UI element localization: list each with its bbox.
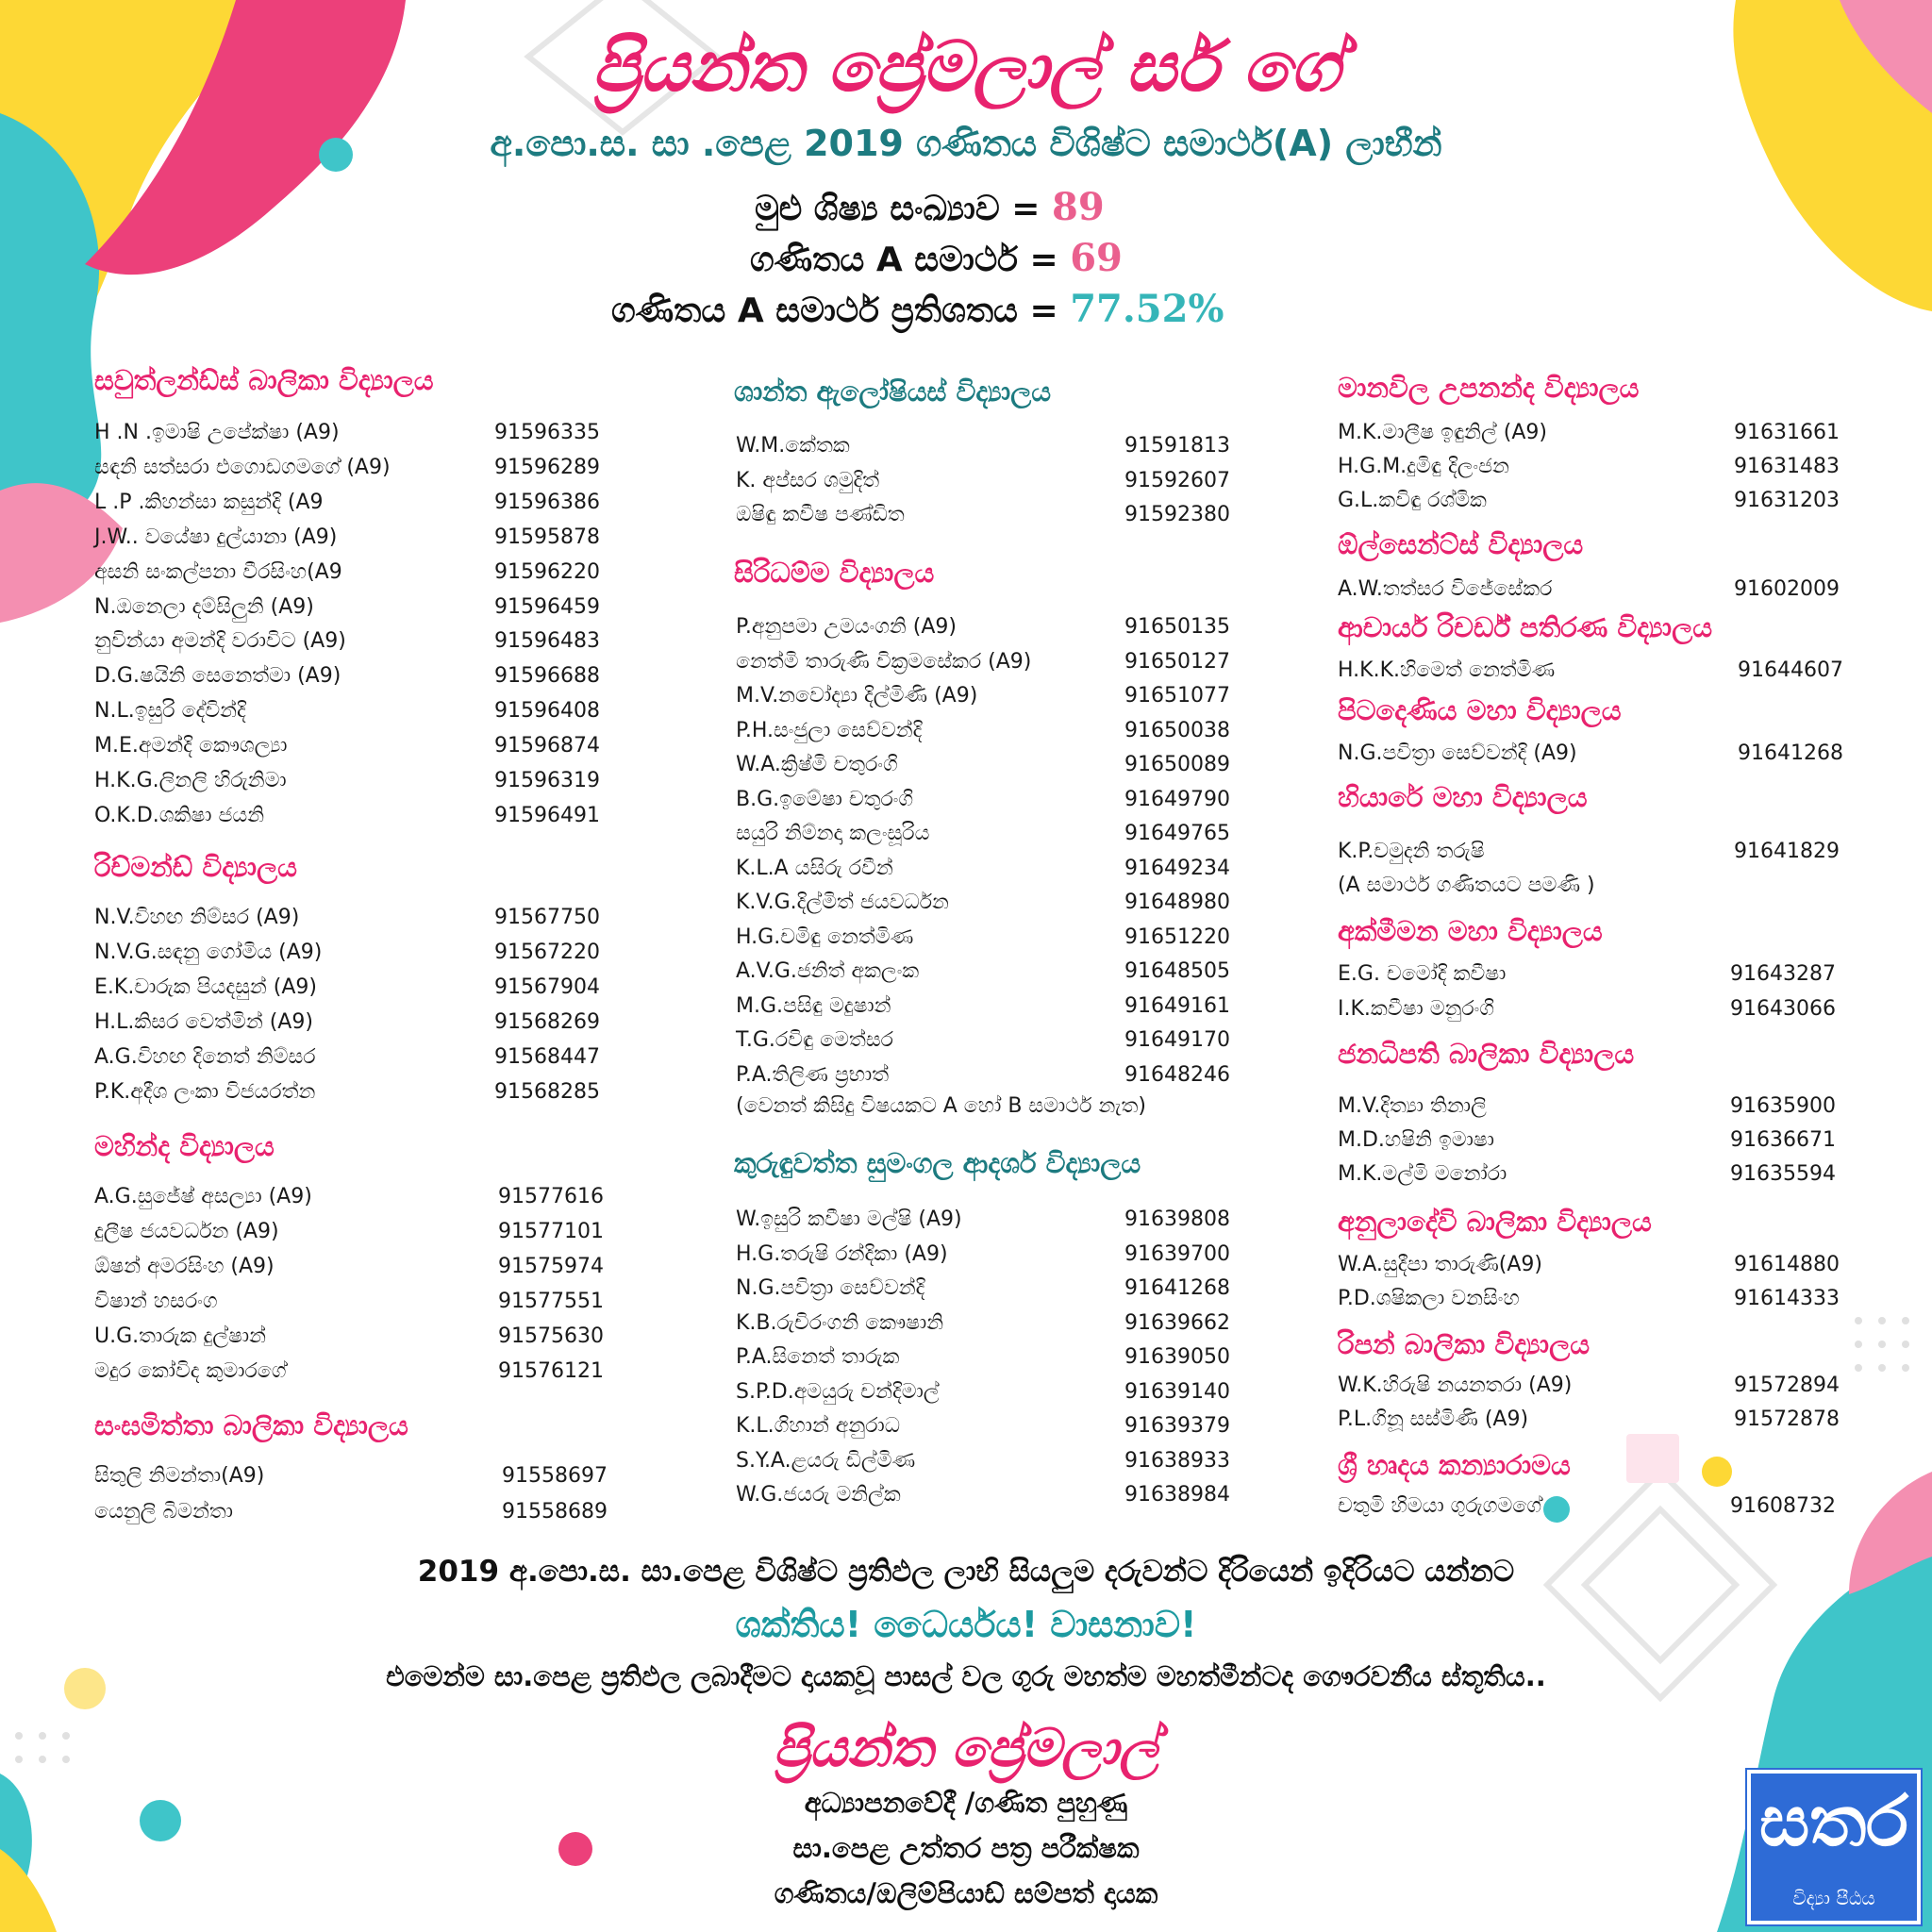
student-name: P.D.ශෂිකලා වනසිංහ <box>1338 1287 1520 1310</box>
note: (A සමාර්ථ ගණිතයට පමණි ) <box>1338 874 1595 897</box>
student-row <box>736 993 1230 1018</box>
student-row <box>94 421 600 444</box>
school-heading: ජනධිපති බාලිකා විද්‍යාලය <box>1338 1038 1635 1070</box>
student-name: H.G.චමිඳු නෙත්මිණ <box>736 924 914 949</box>
student-name: P.H.සංජුලා සෙව්වන්දි <box>736 718 923 742</box>
stat-label: ගණිතය A සමාර්ථ ප්‍රතිශතය <box>611 291 1018 330</box>
student-row <box>1338 577 1840 601</box>
index-number: 91567904 <box>494 975 600 999</box>
wishes-line: ශක්තිය! ධෛර්යය! වාසනාව! <box>735 1604 1197 1645</box>
index-number: 91596459 <box>494 594 600 619</box>
student-name: විෂාන් හසරංග <box>94 1290 218 1313</box>
student-name: E.K.චාරුක පියදසුන් (A9) <box>94 975 317 999</box>
student-row <box>736 1208 1230 1231</box>
student-row <box>1338 997 1836 1021</box>
stat-sep: = <box>1011 190 1041 228</box>
student-row <box>1338 1253 1840 1276</box>
student-name: K. අප්සර ශමුදිත් <box>736 468 880 492</box>
index-number: 91596408 <box>494 699 600 724</box>
student-name: W.A.ක්‍රිෂ්මි චතුරංගි <box>736 753 898 776</box>
student-row <box>736 503 1230 526</box>
student-name: M.V.දිත්‍යා තිනාලි <box>1338 1094 1487 1118</box>
index-number: 91649170 <box>1124 1028 1230 1052</box>
student-name: W.M.කේතක <box>736 434 850 458</box>
index-number: 91567220 <box>494 941 600 964</box>
index-number: 91572878 <box>1734 1407 1840 1431</box>
student-row <box>736 891 1230 914</box>
index-number: 91595878 <box>494 525 600 549</box>
student-name: S.Y.A.ළයරු ඩිල්මිණ <box>736 1448 916 1473</box>
stat-sep: = <box>1029 291 1058 330</box>
decorative-square <box>1626 1434 1679 1483</box>
index-number: 91651220 <box>1124 924 1230 949</box>
student-name: H.G.තරුෂි රන්දිකා (A9) <box>736 1241 948 1266</box>
student-name: P.අනුපමා උමයංගනි (A9) <box>736 615 958 639</box>
student-name: N.L.ඉසුරි දේවින්දි <box>94 699 246 724</box>
index-number: 91568269 <box>494 1010 600 1034</box>
school-heading: මානවිල උපනන්ද විද්‍යාලය <box>1338 372 1640 404</box>
student-name: P.A.සිනෙත් තාරුක <box>736 1345 900 1369</box>
index-number: 91608732 <box>1730 1494 1836 1518</box>
student-row <box>736 434 1230 458</box>
student-row <box>1338 1162 1836 1186</box>
school-heading: කුරුඳුවත්ත සුමංගල ආදර්ශ විද්‍යාලය <box>734 1147 1141 1179</box>
student-row <box>94 1290 604 1313</box>
index-number: 91639808 <box>1124 1208 1230 1231</box>
congrats-line: 2019 අ.පො.ස. සා.පෙළ විශිෂ්ට ප්‍රතිඵල ලාභි සියලුම දරුවන්ට දිරියෙන් ඉදිරියට යන්නට <box>417 1555 1515 1589</box>
student-name: චතුමි හිමයා ගුරුගමගේ <box>1338 1494 1542 1518</box>
index-number: 91596483 <box>494 629 600 654</box>
index-number: 91596289 <box>494 455 600 479</box>
index-number: 91650127 <box>1124 649 1230 674</box>
index-number: 91650089 <box>1124 753 1230 776</box>
student-name: K.L.ගිහාන් අනුරාධ <box>736 1414 901 1438</box>
index-number: 91650038 <box>1124 718 1230 742</box>
student-row <box>94 629 600 654</box>
index-number: 91649234 <box>1124 856 1230 880</box>
student-row <box>94 594 600 619</box>
student-row <box>1338 1094 1836 1118</box>
school-heading: රිපන් බාලිකා විද්‍යාලය <box>1338 1328 1591 1360</box>
index-number: 91639050 <box>1124 1345 1230 1369</box>
student-name: සඳනි සත්සරා එගොඩගමගේ (A9) <box>94 455 391 479</box>
student-name: L .P .කිහන්සා කසුන්දි (A9 <box>94 490 324 514</box>
student-row <box>736 787 1230 811</box>
student-row <box>94 1464 608 1488</box>
student-name: නෙත්මි තාරුණි වික්‍රමසේකර (A9) <box>736 649 1032 674</box>
index-number: 91639662 <box>1124 1310 1230 1335</box>
index-number: 91596386 <box>494 490 600 514</box>
student-name: සිතුලි නිමන්තා(A9) <box>94 1464 265 1488</box>
school-heading: සංඝමිත්තා බාලිකා විද්‍යාලය <box>94 1409 408 1441</box>
index-number: 91577551 <box>498 1290 604 1313</box>
student-name: H.K.G.ලිනලි හිරුනිමා <box>94 769 287 792</box>
student-row <box>94 1080 600 1104</box>
credential-line: අධ්‍යාපනවේදී /ගණිත පුහුණු <box>804 1787 1128 1819</box>
stat-sep: = <box>1029 241 1058 279</box>
stat-value: 69 <box>1070 236 1123 280</box>
student-row <box>1338 1128 1836 1152</box>
student-name: M.D.හෂිනි ඉමාෂා <box>1338 1128 1494 1152</box>
index-number: 91639700 <box>1124 1241 1230 1266</box>
student-row <box>1338 741 1843 765</box>
student-name: A.G.විහඟ දිනෙත් නිම්සර <box>94 1045 316 1069</box>
student-row <box>1338 421 1840 444</box>
student-row <box>736 615 1230 639</box>
diamond-outlines <box>528 0 1774 1698</box>
student-name: N.G.පවිත්‍රා සෙව්වන්දි <box>736 1276 925 1300</box>
student-name: H .N .ඉමාෂි උපේක්ෂා (A9) <box>94 421 340 444</box>
note: (වෙනත් කිසිදු විෂයකට A හෝ B සමාර්ථ නැත) <box>736 1094 1146 1118</box>
school-heading: පිටදෙණිය මහා විද්‍යාලය <box>1338 694 1622 726</box>
stat-value: 77.52% <box>1070 287 1224 331</box>
student-name: A.G.සුජේෂ් අසල්‍යා (A9) <box>94 1185 312 1208</box>
school-heading: සිරිධම්ම විද්‍යාලය <box>734 557 935 589</box>
student-name: N.V.G.සඳනු ගෝමිය (A9) <box>94 941 323 964</box>
student-row <box>1338 1287 1840 1310</box>
index-number: 91577101 <box>498 1220 604 1243</box>
index-number: 91614880 <box>1734 1253 1840 1276</box>
student-name: P.L.ගිනූ සස්මිණි (A9) <box>1338 1407 1529 1431</box>
index-number: 91648246 <box>1124 1062 1230 1087</box>
student-row <box>1338 658 1843 682</box>
stat-value: 89 <box>1051 185 1105 229</box>
institute-logo <box>1747 1770 1921 1924</box>
index-number: 91596220 <box>494 559 600 584</box>
index-number: 91639379 <box>1124 1414 1230 1438</box>
student-name: O.K.D.ශකිෂා ජයනි <box>94 803 265 827</box>
index-number: 91596688 <box>494 664 600 689</box>
student-row <box>94 906 600 929</box>
student-name: මදුර කෝවිද කුමාරගේ <box>94 1359 287 1383</box>
student-name: ඔෂිඳු කවීෂ පණ්ඩිත <box>736 503 905 526</box>
student-row <box>94 699 600 724</box>
index-number: 91575974 <box>498 1255 604 1278</box>
student-name: M.K.මාලීෂ ඉඳුනිල් (A9) <box>1338 421 1547 444</box>
stat-label: ගණිතය A සමාර්ථ <box>750 241 1018 279</box>
student-name: U.G.තාරුක දුල්ෂාන් <box>94 1324 267 1348</box>
index-number: 91649790 <box>1124 787 1230 811</box>
subtitle: අ.පො.ස. සා .පෙළ 2019 ගණිතය විශිෂ්ට සමාර්ථ(A) ලාභීන් <box>490 123 1442 164</box>
student-row <box>1338 840 1840 863</box>
student-row <box>94 1359 604 1383</box>
student-name: G.L.කවිඳු රශ්මික <box>1338 489 1487 512</box>
student-row <box>736 1241 1230 1266</box>
student-name: H.K.K.හිමෙත් නෙත්මිණ <box>1338 658 1556 682</box>
student-name: P.K.අදීශ ලංකා විජයරත්න <box>94 1080 316 1104</box>
student-name: W.ඉසුරි කවීෂා මල්ෂි (A9) <box>736 1208 962 1231</box>
school-heading: අක්මීමන මහා විද්‍යාලය <box>1338 915 1603 947</box>
student-row <box>736 1310 1230 1335</box>
school-heading: අනුලාදේවි බාලිකා විද්‍යාලය <box>1338 1206 1652 1238</box>
student-name: H.G.M.දුමිඳු දිලංජන <box>1338 455 1509 478</box>
student-row <box>736 856 1230 880</box>
index-number: 91575630 <box>498 1324 604 1348</box>
stat-percentage <box>611 287 1224 331</box>
student-row <box>1338 1407 1840 1431</box>
student-name: N.G.පවිත්‍රා සෙව්වන්දි (A9) <box>1338 741 1577 765</box>
student-row <box>94 975 600 999</box>
student-row <box>1338 489 1840 512</box>
student-name: W.A.සුදීපා තාරුණි(A9) <box>1338 1253 1543 1276</box>
student-row <box>736 649 1230 674</box>
school-heading: ආචාර්ය රිචර්ඩ් පතිරණ විද්‍යාලය <box>1338 611 1713 643</box>
index-number: 91636671 <box>1730 1128 1836 1152</box>
student-row <box>1338 962 1836 986</box>
student-name: යෙනුලි බිමන්තා <box>94 1500 233 1524</box>
index-number: 91643066 <box>1730 997 1836 1021</box>
student-row <box>736 822 1230 845</box>
stat-label: මුළු ශිෂ්‍ය සංඛ්‍යාව <box>755 190 1000 228</box>
student-row <box>94 769 600 792</box>
index-number: 91572894 <box>1734 1374 1840 1397</box>
school-heading: හියාරේ මහා විද්‍යාලය <box>1338 781 1588 813</box>
student-row <box>736 1448 1230 1473</box>
dot-grid <box>15 1317 1909 1763</box>
credential-line: සා.පෙළ උත්තර පත්‍ර පරීක්ෂක <box>792 1832 1140 1864</box>
student-row <box>94 1010 600 1034</box>
logo-text: සතර <box>1759 1781 1908 1862</box>
index-number: 91592380 <box>1124 503 1230 526</box>
student-name: M.V.නවෝද්‍යා දිල්මිණි (A9) <box>736 684 978 708</box>
index-number: 91638933 <box>1124 1448 1230 1473</box>
student-row <box>1338 455 1840 478</box>
student-name: අසනි සංකල්පනා වීරසිංහ(A9 <box>94 559 342 584</box>
student-row <box>736 684 1230 708</box>
index-number: 91641268 <box>1738 741 1843 765</box>
school-heading: ශාන්ත ඇලෝෂියස් විද්‍යාලය <box>734 375 1052 408</box>
index-number: 91641268 <box>1124 1276 1230 1300</box>
credential-line: ගණිතය/ඔලිම්පියාඩ් සම්පත් දායක <box>774 1877 1158 1909</box>
index-number: 91592607 <box>1124 468 1230 492</box>
student-row <box>736 468 1230 492</box>
student-row <box>1338 1374 1840 1397</box>
student-name: W.G.ජයරු මනිල්ක <box>736 1483 901 1507</box>
student-name: H.L.කිසර වෙත්මින් (A9) <box>94 1010 313 1034</box>
student-row <box>94 525 600 549</box>
signature: ප්‍රියන්ත ප්‍රේමලාල් <box>773 1717 1159 1779</box>
index-number: 91596335 <box>494 421 600 444</box>
student-name: දුලීෂ ජයවර්ධන (A9) <box>94 1220 279 1243</box>
student-name: නුවින්යා අමන්දි වරාවිට (A9) <box>94 629 346 654</box>
index-number: 91576121 <box>498 1359 604 1383</box>
student-name: P.A.තිලිණ ප්‍රභාත් <box>736 1062 890 1087</box>
student-name: B.G.ඉමේෂා චතුරංගි <box>736 787 914 811</box>
student-name: සයුරි නිම්නදා කලංසූරිය <box>736 822 930 845</box>
school-heading: ශ්‍රී හෘදය කන්‍යාරාමය <box>1338 1449 1571 1481</box>
index-number: 91558697 <box>502 1464 608 1488</box>
index-number: 91568285 <box>494 1080 600 1104</box>
school-heading: සවුත්ලන්ඩ්ස් බාලිකා විද්‍යාලය <box>94 364 434 396</box>
thanks-line: එමෙන්ම සා.පෙළ ප්‍රතිඵල ලබාදීමට දායකවූ පාසල් වල ගුරු මහත්ම මහත්මීන්ටද ගෞරවනීය ස්තූතිය.. <box>386 1660 1546 1692</box>
index-number: 91596319 <box>494 769 600 792</box>
index-number: 91635900 <box>1730 1094 1836 1118</box>
student-name: N.V.විහඟ නිම්සර (A9) <box>94 906 300 929</box>
student-row <box>94 1324 604 1348</box>
student-name: D.G.ෂයිනි සෙනෙත්මා (A9) <box>94 664 341 689</box>
main-title: ප්‍රියන්ත ප්‍රේමලාල් සර් ගේ <box>591 26 1341 108</box>
student-name: ඕෂන් අමරසිංහ (A9) <box>94 1255 275 1278</box>
student-row <box>94 1500 608 1524</box>
student-name: N.ඔනෙලා දම්සිලුනි (A9) <box>94 594 314 619</box>
student-row <box>1338 1494 1836 1518</box>
student-name: K.L.A යසිරු රවීන් <box>736 856 893 880</box>
student-name: S.P.D.අමයුරු චන්දිමාල් <box>736 1379 940 1404</box>
student-name: W.K.හිරුෂි නයනතරා (A9) <box>1338 1374 1573 1397</box>
index-number: 91568447 <box>494 1045 600 1069</box>
index-number: 91648505 <box>1124 959 1230 983</box>
index-number: 91649765 <box>1124 822 1230 845</box>
index-number: 91643287 <box>1730 962 1836 986</box>
student-row <box>736 718 1230 742</box>
index-number: 91577616 <box>498 1185 604 1208</box>
student-name: M.G.පසිඳු මදුෂාන් <box>736 993 891 1018</box>
student-row <box>94 455 600 479</box>
school-heading: රිච්මන්ඩ් විද්‍යාලය <box>94 851 298 883</box>
student-name: A.W.තත්සර විජේසේකර <box>1338 577 1553 601</box>
student-row <box>94 664 600 689</box>
student-row <box>736 1028 1230 1052</box>
student-name: J.W.. වයේෂා දුල්යානා (A9) <box>94 525 338 549</box>
index-number: 91567750 <box>494 906 600 929</box>
index-number: 91649161 <box>1124 993 1230 1018</box>
index-number: 91558689 <box>502 1500 608 1524</box>
student-row <box>736 1414 1230 1438</box>
student-row <box>94 1185 604 1208</box>
student-row <box>736 959 1230 983</box>
index-number: 91631203 <box>1734 489 1840 512</box>
student-row <box>94 490 600 514</box>
student-name: E.G. චමෝදි කවීෂා <box>1338 962 1507 986</box>
student-name: M.E.අමන්දි කෞශල්‍යා <box>94 734 288 758</box>
student-row <box>736 1062 1230 1087</box>
index-number: 91648980 <box>1124 891 1230 914</box>
student-name: M.K.මල්මි මනෝරා <box>1338 1162 1507 1186</box>
index-number: 91614333 <box>1734 1287 1840 1310</box>
student-row <box>94 803 600 827</box>
student-row <box>736 924 1230 949</box>
student-row <box>736 753 1230 776</box>
index-number: 91596491 <box>494 803 600 827</box>
student-row <box>736 1276 1230 1300</box>
student-row <box>94 1255 604 1278</box>
student-name: A.V.G.ජනිත් අකලංක <box>736 959 920 983</box>
index-number: 91641829 <box>1734 840 1840 863</box>
stat-a-passes <box>750 236 1123 280</box>
index-number: 91650135 <box>1124 615 1230 639</box>
student-row <box>94 1220 604 1243</box>
index-number: 91651077 <box>1124 684 1230 708</box>
student-row <box>94 559 600 584</box>
index-number: 91591813 <box>1124 434 1230 458</box>
student-name: K.P.චමුදනි තරුෂි <box>1338 840 1485 863</box>
index-number: 91638984 <box>1124 1483 1230 1507</box>
school-heading: මහින්ද විද්‍යාලය <box>94 1130 275 1162</box>
index-number: 91602009 <box>1734 577 1840 601</box>
student-row <box>94 941 600 964</box>
student-row <box>736 1345 1230 1369</box>
school-heading: ඕල්සෙන්ට්ස් විද්‍යාලය <box>1338 528 1584 560</box>
student-name: I.K.කවීෂා මනුරංගි <box>1338 997 1494 1021</box>
student-row <box>736 1379 1230 1404</box>
index-number: 91644607 <box>1738 658 1843 682</box>
student-name: K.B.රුචිරංගනි කෞෂානි <box>736 1310 944 1335</box>
logo-subtext: විද්‍යා පීඨය <box>1792 1887 1875 1909</box>
stat-total <box>755 185 1105 229</box>
student-row <box>736 1483 1230 1507</box>
student-row <box>94 734 600 758</box>
student-name: T.G.රවිඳු මෙත්සර <box>736 1028 893 1052</box>
index-number: 91631661 <box>1734 421 1840 444</box>
index-number: 91639140 <box>1124 1379 1230 1404</box>
index-number: 91596874 <box>494 734 600 758</box>
student-name: K.V.G.දිල්මිත් ජයවර්ධන <box>736 891 949 914</box>
index-number: 91635594 <box>1730 1162 1836 1186</box>
student-row <box>94 1045 600 1069</box>
index-number: 91631483 <box>1734 455 1840 478</box>
